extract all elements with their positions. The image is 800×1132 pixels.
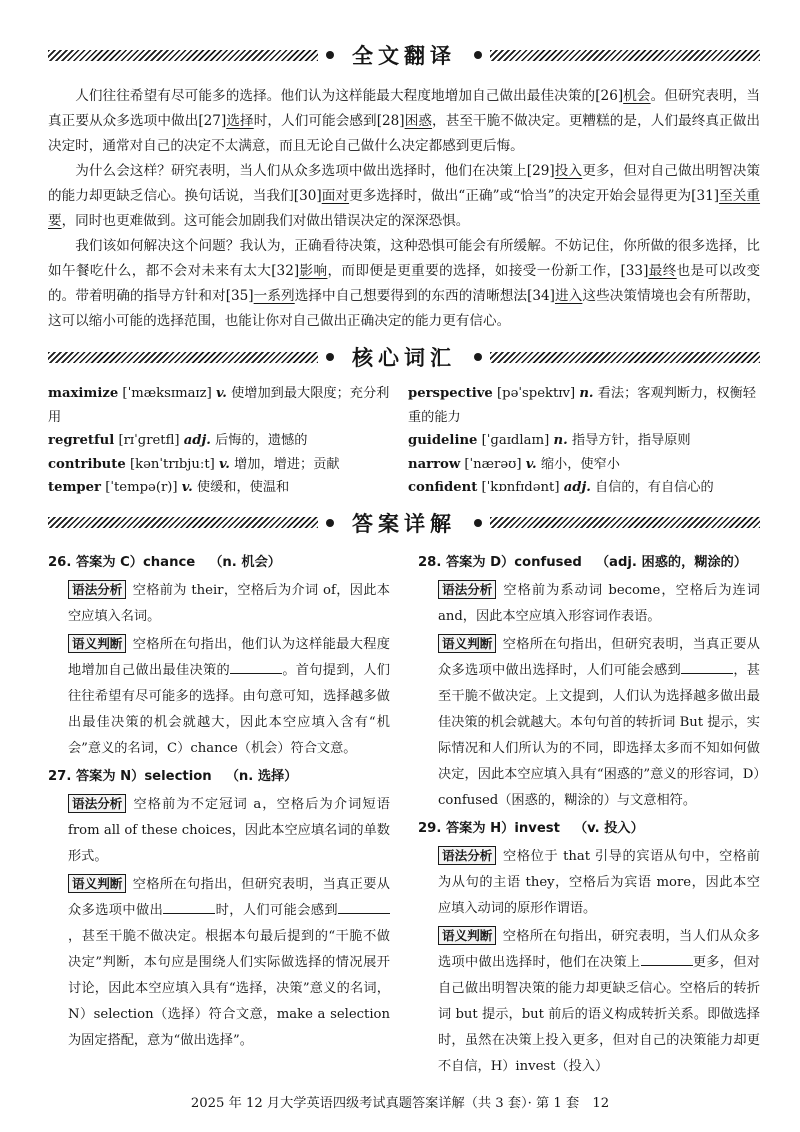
divider-hatch bbox=[48, 352, 318, 363]
answers-left-column bbox=[48, 548, 390, 1080]
section-header-answers bbox=[48, 506, 760, 540]
semantic-analysis: 语义判断 空格所在句指出，研究表明，当人们从众多选项中做出选择时，他们在决策上 更多，但对自己做出明智决策的能力却更缺乏信心。空格后的转折词 but 提示，but 前后的语义构成转折关系。即做选择时，虽然在决策上投入更多，但对自己的决策能力却更不自信，H）invest（投入） bbox=[438, 927, 760, 1074]
semantic-analysis: 语义判断 空格所在句指出，他们认为这样能最大程度地增加自己做出最佳决策的 。首句提到，人们往往希望有尽可能多的选择。由句意可知，选择越多做出最佳决策的机会就越大，因此本空应填入含有“机会”意义的名词，C）chance（机会）符合文意。 bbox=[68, 635, 390, 756]
grammar-tag: 语法分析 bbox=[438, 580, 496, 599]
section-title: 核心词汇 bbox=[352, 346, 456, 370]
section-title: 全文翻译 bbox=[352, 44, 456, 68]
section-header-translation bbox=[48, 38, 760, 72]
vocab-entry: maximize [ˈmæksɪmaɪz] v. 使增加到最大限度；充分利用 bbox=[48, 386, 390, 425]
grammar-tag: 语法分析 bbox=[68, 794, 126, 813]
semantic-tag: 语义判断 bbox=[68, 874, 126, 893]
answer-heading: 27. 答案为 N）selection （n. 选择） bbox=[48, 768, 298, 784]
divider-hatch bbox=[490, 517, 760, 528]
answer-blank bbox=[230, 661, 282, 674]
grammar-analysis: 语法分析 空格前为系动词 become，空格后为连词 and，因此本空应填入形容词作表语。 bbox=[438, 581, 760, 624]
divider-hatch bbox=[490, 352, 760, 363]
answers-columns bbox=[48, 548, 760, 1080]
vocab-entry: narrow [ˈnærəʊ] v. 缩小，使窄小 bbox=[408, 456, 620, 472]
translation-paragraph: 人们往往希望有尽可能多的选择。他们认为这样能最大程度地增加自己做出最佳决策的[26]机会。但研究表明，当真正要从众多选项中做出[27]选择时，人们可能会感到[28]困惑，甚至干脆不做决定。更糟糕的是，人们最终真正做出决定时，通常对自己的决定不太满意，而且无论自己做什么决定都感到更后悔。 bbox=[48, 88, 761, 154]
grammar-tag: 语法分析 bbox=[438, 846, 496, 865]
section-header-vocab bbox=[48, 340, 760, 374]
bullet-dot bbox=[474, 519, 482, 527]
answer-blank bbox=[641, 953, 693, 966]
semantic-tag: 语义判断 bbox=[68, 634, 126, 653]
bullet-dot bbox=[474, 353, 482, 361]
answer-heading: 28. 答案为 D）confused （adj. 困惑的，糊涂的） bbox=[418, 554, 748, 570]
translation-body bbox=[48, 84, 760, 334]
page-content bbox=[48, 38, 760, 1080]
bullet-dot bbox=[326, 51, 334, 59]
vocab-entry: confident [ˈkɒnfɪdənt] adj. 自信的，有自信心的 bbox=[408, 480, 714, 495]
grammar-tag: 语法分析 bbox=[68, 580, 126, 599]
answer-blank bbox=[681, 661, 733, 674]
grammar-analysis: 语法分析 空格前为不定冠词 a，空格后为介词短语 from all of these choices，因此本空应填名词的单数形式。 bbox=[68, 795, 390, 864]
page-footer: 2025 年 12 月大学英语四级考试真题答案详解（共 3 套）· 第 1 套 12 bbox=[190, 1096, 610, 1111]
vocab-entry: guideline [ˈɡaɪdlaɪn] n. 指导方针，指导原则 bbox=[408, 433, 691, 448]
divider-hatch bbox=[48, 50, 318, 61]
section-title: 答案详解 bbox=[352, 511, 456, 536]
grammar-analysis: 语法分析 空格位于 that 引导的宾语从句中，空格前为从句的主语 they，空格后为宾语 more，因此本空应填入动词的原形作谓语。 bbox=[438, 847, 760, 916]
bullet-dot bbox=[326, 353, 334, 361]
divider-hatch bbox=[490, 50, 760, 61]
answer-blank bbox=[163, 901, 215, 914]
vocab-entry: contribute [kənˈtrɪbjuːt] v. 增加，增进；贡献 bbox=[48, 456, 340, 472]
bullet-dot bbox=[326, 519, 334, 527]
answers-right-column bbox=[418, 548, 760, 1080]
answer-blank bbox=[338, 901, 390, 914]
vocab-entry: temper [ˈtempə(r)] v. 使缓和，使温和 bbox=[48, 480, 290, 495]
vocab-entry: perspective [pəˈspektɪv] n. 看法；客观判断力，权衡轻重的能力 bbox=[408, 386, 756, 425]
answer-heading: 26. 答案为 C）chance （n. 机会） bbox=[48, 554, 281, 570]
vocab-list bbox=[48, 382, 760, 500]
divider-hatch bbox=[48, 517, 318, 528]
bullet-dot bbox=[474, 51, 482, 59]
semantic-tag: 语义判断 bbox=[438, 634, 496, 653]
vocab-entry: regretful [rɪˈɡretfl] adj. 后悔的，遗憾的 bbox=[48, 433, 308, 448]
semantic-tag: 语义判断 bbox=[438, 926, 496, 945]
translation-paragraph: 为什么会这样？研究表明，当人们从众多选项中做出选择时，他们在决策上[29]投入更多，但对自己做出明智决策的能力却更缺乏信心。换句话说，当我们[30]面对更多选择时，做出“正确”或“恰当”的决定开始会显得更为[31]至关重要，同时也更难做到。这可能会加剧我们对做出错误决定的深深恐惧。 bbox=[48, 163, 761, 229]
semantic-analysis: 语义判断 空格所在句指出，但研究表明，当真正要从众多选项中做出选择时，人们可能会感到 ，甚至干脆不做决定。上文提到，人们认为选择越多做出最佳决策的机会就越大。本句句首的转折词 But 提示，实际情况和人们所认为的不同，即选择太多而不知如何做决定，因此本空应填入具有“困惑的”意义的形容词，D）confused（困惑的，糊涂的）与文意相符。 bbox=[438, 635, 760, 808]
translation-paragraph: 我们该如何解决这个问题？我认为，正确看待决策，这种恐惧可能会有所缓解。不妨记住，你所做的很多选择，比如午餐吃什么，都不会对未来有太大[32]影响，而即便是更重要的选择，如接受一份新工作，[33]最终也是可以改变的。带着明确的指导方针和对[35]一系列选择中自己想要得到的东西的清晰想法[34]进入这些决策情境也会有所帮助，这可以缩小可能的选择范围，也能让你对自己做出正确决定的能力更有信心。 bbox=[48, 238, 761, 329]
grammar-analysis: 语法分析 空格前为 their，空格后为介词 of，因此本空应填入名词。 bbox=[68, 581, 390, 624]
answer-heading: 29. 答案为 H）invest （v. 投入） bbox=[418, 820, 644, 836]
semantic-analysis: 语义判断 空格所在句指出，但研究表明，当真正要从众多选项中做出 时，人们可能会感到，甚至干脆不做决定。根据本句最后提到的“干脆不做决定”判断，本句应是围绕人们实际做选择的情况展开讨论，因此本空应填入具有“选择，决策”意义的名词，N）selection（选择）符合文意，make a selection 为固定搭配，意为“做出选择”。 bbox=[68, 875, 390, 1048]
